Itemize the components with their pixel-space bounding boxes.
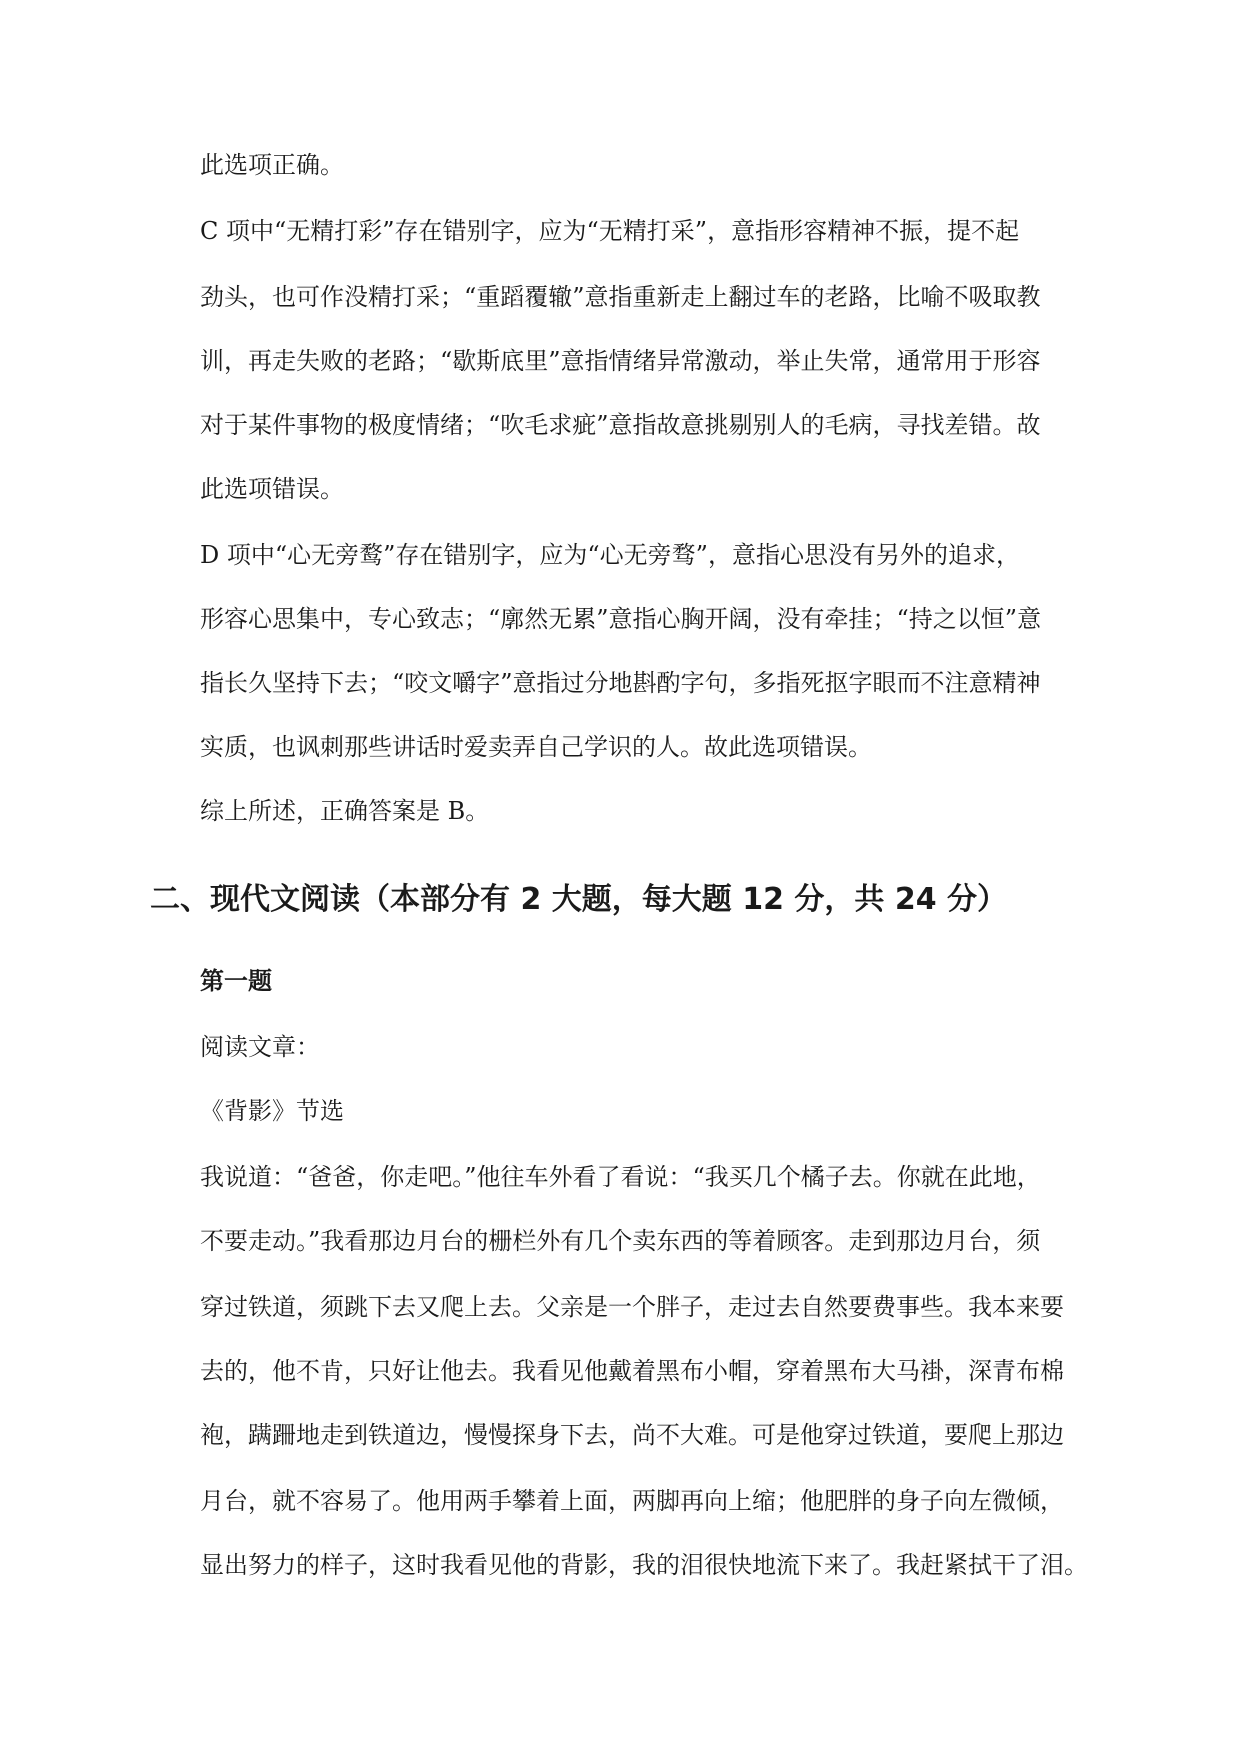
passage-line: 显出努力的样子，这时我看见他的背影，我的泪很快地流下来了。我赶紧拭干了泪。 <box>200 1551 1088 1579</box>
explanation-line: 综上所述，正确答案是 B。 <box>200 797 490 825</box>
explanation-line: 实质，也讽刺那些讲话时爱卖弄自己学识的人。故此选项错误。 <box>200 733 872 761</box>
passage-line: 月台，就不容易了。他用两手攀着上面，两脚再向上缩；他肥胖的身子向左微倾， <box>200 1487 1064 1515</box>
explanation-line: 指长久坚持下去；“咬文嚼字”意指过分地斟酌字句，多指死抠字眼而不注意精神 <box>200 669 1041 697</box>
question-title: 第一题 <box>200 967 272 995</box>
passage-line: 我说道：“爸爸，你走吧。”他往车外看了看说：“我买几个橘子去。你就在此地， <box>200 1163 1041 1191</box>
explanation-line: 对于某件事物的极度情绪；“吹毛求疵”意指故意挑剔别人的毛病，寻找差错。故 <box>200 411 1041 439</box>
explanation-line: 此选项正确。 <box>200 151 344 179</box>
passage-line: 袍，蹒跚地走到铁道边，慢慢探身下去，尚不大难。可是他穿过铁道，要爬上那边 <box>200 1421 1064 1449</box>
explanation-line: 劲头，也可作没精打采；“重蹈覆辙”意指重新走上翻过车的老路，比喻不吸取教 <box>200 283 1041 311</box>
explanation-line: 训，再走失败的老路；“歇斯底里”意指情绪异常激动，举止失常，通常用于形容 <box>200 347 1041 375</box>
explanation-line: D 项中“心无旁鹜”存在错别字，应为“心无旁骛”，意指心思没有另外的追求， <box>200 541 1020 569</box>
section-heading: 二、现代文阅读（本部分有 2 大题，每大题 12 分，共 24 分） <box>150 882 1008 917</box>
passage-title: 《背影》节选 <box>200 1097 344 1125</box>
passage-line: 穿过铁道，须跳下去又爬上去。父亲是一个胖子，走过去自然要费事些。我本来要 <box>200 1293 1064 1321</box>
passage-line: 去的，他不肯，只好让他去。我看见他戴着黑布小帽，穿着黑布大马褂，深青布棉 <box>200 1357 1064 1385</box>
explanation-line: 形容心思集中，专心致志；“廓然无累”意指心胸开阔，没有牵挂；“持之以恒”意 <box>200 605 1042 633</box>
instruction-text: 阅读文章： <box>200 1033 320 1061</box>
explanation-line: 此选项错误。 <box>200 475 344 503</box>
explanation-line: C 项中“无精打彩”存在错别字，应为“无精打采”，意指形容精神不振，提不起 <box>200 217 1020 245</box>
passage-line: 不要走动。”我看那边月台的栅栏外有几个卖东西的等着顾客。走到那边月台，须 <box>200 1227 1041 1255</box>
